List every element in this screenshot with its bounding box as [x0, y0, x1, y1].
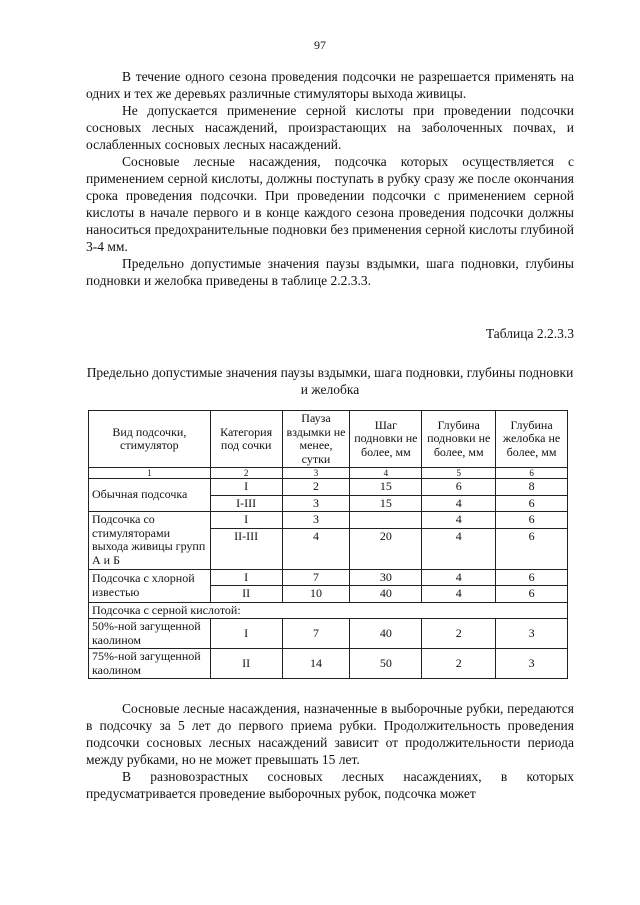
table-cell: 6 [422, 479, 496, 496]
table-cell: 3 [496, 619, 568, 649]
paragraph: Сосновые лесные насаждения, подсочка которых осуществляется с применением серной кислоты, должны поступать в рубку сразу же после окончания срока проведения подсочки. При проведении подсочки с применением серной кислоты в начале первого и в конце каждого сезона проведения подсочки должны наноситься предохранительные подновки без применения серной кислоты глубиной 3-4 мм. [86, 154, 574, 254]
table-cell: 2 [282, 479, 350, 496]
table-cell: 50 [350, 649, 422, 679]
row-label: Подсочка с хлорной известью [89, 569, 211, 602]
table-cell: 6 [496, 495, 568, 512]
table-section-row [89, 602, 568, 619]
header-cell: Шаг подновки не более, мм [350, 411, 422, 468]
row-label: Подсочка со стимуляторами выхода живицы групп А и Б [89, 512, 211, 570]
table-cell: 2 [422, 619, 496, 649]
body-text-bottom [86, 700, 574, 802]
table-row [89, 649, 568, 679]
section-label: Подсочка с серной кислотой: [89, 602, 568, 619]
table-cell: 3 [496, 649, 568, 679]
column-number: 6 [496, 468, 568, 479]
paragraph: В течение одного сезона проведения подсочки не разрешается применять на одних и тех же деревьях различные стимуляторы выхода живицы. [86, 69, 574, 101]
table-cell: 7 [282, 619, 350, 649]
table-cell: 4 [422, 528, 496, 569]
page-number: 97 [314, 38, 326, 52]
table-cell: 6 [496, 569, 568, 586]
table-label: Таблица 2.2.3.3 [485, 326, 574, 341]
table-cell: 40 [350, 586, 422, 603]
table-cell: 4 [422, 495, 496, 512]
header-cell: Глубина подновки не более, мм [422, 411, 496, 468]
paragraph: Предельно допустимые значения паузы вздымки, шага подновки, глубины подновки и желобка приведены в таблице 2.2.3.3. [86, 256, 574, 288]
column-number-row [89, 468, 568, 479]
table-cell: 4 [422, 512, 496, 529]
table-cell: 2 [422, 649, 496, 679]
column-number: 3 [282, 468, 350, 479]
row-label: 75%-ной загущенной каолином [89, 649, 211, 679]
table-cell: 6 [496, 528, 568, 569]
table-cell: II [210, 649, 282, 679]
table-cell: 3 [282, 495, 350, 512]
header-cell: Глубина желобка не более, мм [496, 411, 568, 468]
paragraph: Не допускается применение серной кислоты при проведении подсочки сосновых лесных насаждений, произрастающих на заболоченных почвах, и ослабленных сосновых лесных насаждений. [86, 103, 574, 152]
row-label: 50%-ной загущенной каолином [89, 619, 211, 649]
table-caption: Предельно допустимые значения паузы вздымки, шага подновки, глубины подновки и желобка [86, 365, 574, 397]
table-row [89, 479, 568, 496]
column-number: 4 [350, 468, 422, 479]
table-cell: 6 [496, 586, 568, 603]
row-label: Обычная подсочка [89, 479, 211, 512]
table-cell: 3 [282, 512, 350, 529]
column-number: 5 [422, 468, 496, 479]
column-number: 1 [89, 468, 211, 479]
table-cell: 8 [496, 479, 568, 496]
table-cell: II [210, 586, 282, 603]
table-cell: 4 [282, 528, 350, 569]
table-cell: 4 [422, 569, 496, 586]
table-cell: 40 [350, 619, 422, 649]
table-cell: 30 [350, 569, 422, 586]
table-cell: 15 [350, 479, 422, 496]
table-cell: 10 [282, 586, 350, 603]
table-header-row [89, 411, 568, 468]
table-cell: 15 [350, 495, 422, 512]
header-cell: Категория под сочки [210, 411, 282, 468]
table-row [89, 569, 568, 586]
table-cell: 20 [350, 528, 422, 569]
paragraph: Сосновые лесные насаждения, назначенные в выборочные рубки, передаются в подсочку за 5 лет до первого приема рубки. Продолжительность проведения подсочки сосновых лесных насаждений зависит от продолжительности периода между рубками, но не может превышать 15 лет. [86, 701, 574, 767]
table-cell: I-III [210, 495, 282, 512]
table-cell: II-III [210, 528, 282, 569]
table-cell: I [210, 512, 282, 529]
paragraph: В разновозрастных сосновых лесных насаждениях, в которых предусматривается проведение выборочных рубок, подсочка может [86, 769, 574, 801]
table-cell: I [210, 569, 282, 586]
table-cell [350, 512, 422, 529]
tapping-norms-table [88, 410, 568, 679]
table-cell: 6 [496, 512, 568, 529]
header-cell: Пауза вздымки не менее, сутки [282, 411, 350, 468]
table-cell: 4 [422, 586, 496, 603]
table-row [89, 512, 568, 529]
column-number: 2 [210, 468, 282, 479]
table-row [89, 619, 568, 649]
table-cell: 7 [282, 569, 350, 586]
table-cell: I [210, 619, 282, 649]
table-cell: I [210, 479, 282, 496]
header-cell: Вид подсочки, стимулятор [89, 411, 211, 468]
body-text-top [86, 68, 574, 289]
table-cell: 14 [282, 649, 350, 679]
